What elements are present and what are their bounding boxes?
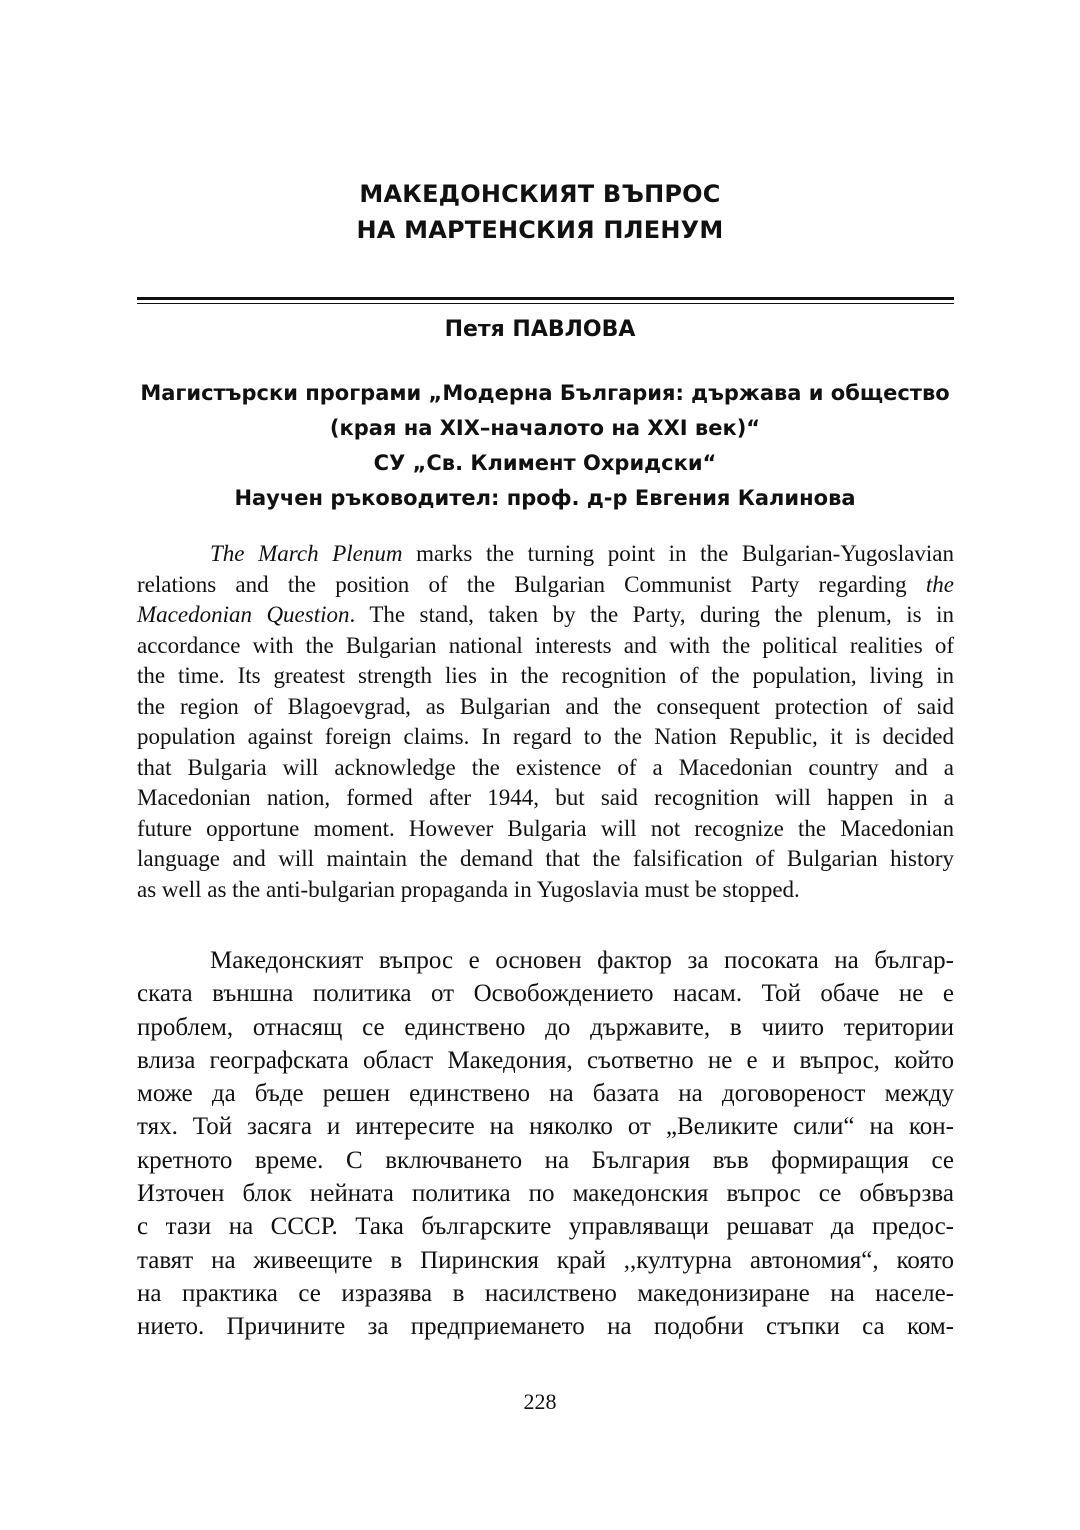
affiliation-period: (края на XIX–началото на XXI век)“ <box>329 416 761 440</box>
abstract-italic-term: Macedonian Question <box>137 602 350 627</box>
affiliation-block <box>120 376 970 516</box>
body-line: ската външна политика от Освобождението насам. Той обаче не е <box>137 980 954 1008</box>
body-line: тях. Той засяга и интересите на няколко от „Великите сили“ на кон- <box>137 1113 954 1141</box>
body-line: нието. Причините за предприемането на подобни стъпки са ком- <box>137 1313 954 1341</box>
body-line: кретното време. С включването на България във формиращия се <box>137 1146 954 1174</box>
title-divider-thick <box>137 297 954 300</box>
abstract-line: language and will maintain the demand that the falsification of Bulgarian history <box>137 846 954 871</box>
abstract-line: population against foreign claims. In regard to the Nation Republic, it is decided <box>137 724 954 749</box>
abstract-line: Macedonian Question. The stand, taken by the Party, during the plenum, is in <box>137 602 954 627</box>
abstract-line: that Bulgaria will acknowledge the existence of a Macedonian country and a <box>137 754 954 780</box>
body-line: Източен блок нейната политика по македонския въпрос се обвързва <box>137 1180 954 1208</box>
abstract-line: Macedonian nation, formed after 1944, but said recognition will happen in a <box>137 785 954 810</box>
body-line: Македонският въпрос е основен фактор за посоката на българ- <box>210 947 954 974</box>
abstract-line: relations and the position of the Bulgarian Communist Party regarding the <box>137 571 954 597</box>
title-divider-thin <box>137 303 954 304</box>
body-line: с тази на СССР. Така българските управляващи решават да предос- <box>137 1213 954 1241</box>
affiliation-supervisor: Научен ръководител: проф. д-р Евгения Калинова <box>234 486 856 510</box>
abstract-line: accordance with the Bulgarian national interests and with the political realities of <box>137 632 954 658</box>
author-name: Петя ПАВЛОВА <box>444 317 636 342</box>
body-line: влиза географската област Македония, съответно не е и въпрос, който <box>137 1046 954 1074</box>
affiliation-university: СУ „Св. Климент Охридски“ <box>373 451 717 475</box>
body-line: може да бъде решен единствено на базата на договореност между <box>137 1080 954 1108</box>
abstract <box>137 539 954 905</box>
abstract-line: the time. Its greatest strength lies in the recognition of the population, living in <box>137 663 954 688</box>
abstract-italic-term: the <box>925 571 954 597</box>
title-line-1: МАКЕДОНСКИЯТ ВЪПРОС <box>359 180 721 208</box>
abstract-line: future opportune moment. However Bulgaria will not recognize the Macedonian <box>137 815 954 841</box>
body-line: тавят на живеещите в Пиринския край ,,културна автономия“, която <box>137 1246 954 1274</box>
affiliation-program: Магистърски програми „Модерна България: държава и общество <box>140 381 950 405</box>
abstract-line: as well as the anti-bulgarian propaganda in Yugoslavia must be stopped. <box>137 876 800 902</box>
body-line: проблем, отнасящ се единствено до държавите, в чиито територии <box>137 1013 954 1041</box>
body-paragraph <box>137 944 954 1344</box>
article-title <box>0 176 1080 248</box>
abstract-line: the region of Blagoevgrad, as Bulgarian and the consequent protection of said <box>137 693 954 719</box>
body-line: на практика се изразява в насилствено македонизиране на населе- <box>137 1279 954 1307</box>
title-line-2: НА МАРТЕНСКИЯ ПЛЕНУМ <box>356 216 724 244</box>
abstract-line: The March Plenum marks the turning point in the Bulgarian-Yugoslavian <box>210 541 954 566</box>
abstract-italic-term: The March Plenum <box>210 541 403 566</box>
page-number: 228 <box>523 1389 557 1414</box>
